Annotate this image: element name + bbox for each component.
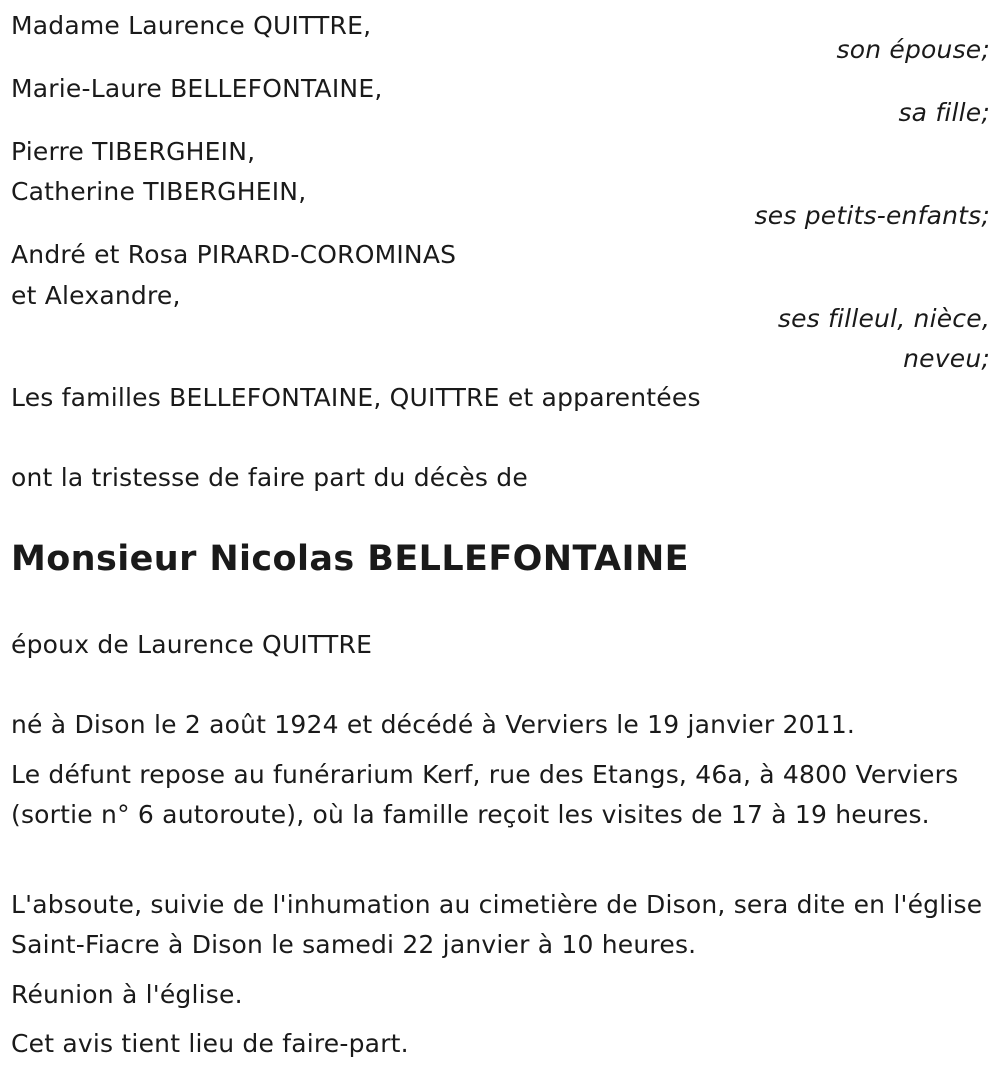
visitation-info: Le défunt repose au funérarium Kerf, rue des Etangs, 46a, à 4800 Verviers (sortie n° 6 autoroute), où la famille reçoit les visites de 17 à 19 heures.	[11, 760, 959, 829]
notice-statement: Cet avis tient lieu de faire-part.	[11, 1029, 409, 1058]
spouse-of: époux de Laurence QUITTRE	[11, 630, 373, 659]
godchildren-relation-2: neveu;	[903, 344, 990, 373]
extended-families: Les familles BELLEFONTAINE, QUITTRE et apparentées	[11, 383, 701, 412]
spouse-name: Madame Laurence QUITTRE,	[11, 11, 372, 40]
grandchild-name-1: Pierre TIBERGHEIN,	[11, 137, 256, 166]
godchildren-line-2: et Alexandre,	[11, 281, 181, 310]
meeting-info: Réunion à l'église.	[11, 980, 243, 1009]
announcement-intro: ont la tristesse de faire part du décès de	[11, 463, 528, 492]
godchildren-line-1: André et Rosa PIRARD-COROMINAS	[11, 240, 457, 269]
funeral-info: L'absoute, suivie de l'inhumation au cimetière de Dison, sera dite en l'église Saint-Fiacre à Dison le samedi 22 janvier à 10 heures.	[11, 890, 983, 959]
spouse-relation: son épouse;	[836, 35, 990, 64]
deceased-name: Monsieur Nicolas BELLEFONTAINE	[11, 539, 689, 579]
daughter-name: Marie-Laure BELLEFONTAINE,	[11, 74, 383, 103]
daughter-relation: sa fille;	[898, 98, 990, 127]
grandchildren-relation: ses petits-enfants;	[754, 201, 990, 230]
grandchild-name-2: Catherine TIBERGHEIN,	[11, 177, 307, 206]
birth-death-info: né à Dison le 2 août 1924 et décédé à Verviers le 19 janvier 2011.	[11, 710, 856, 739]
godchildren-relation-1: ses filleul, nièce,	[777, 304, 990, 333]
